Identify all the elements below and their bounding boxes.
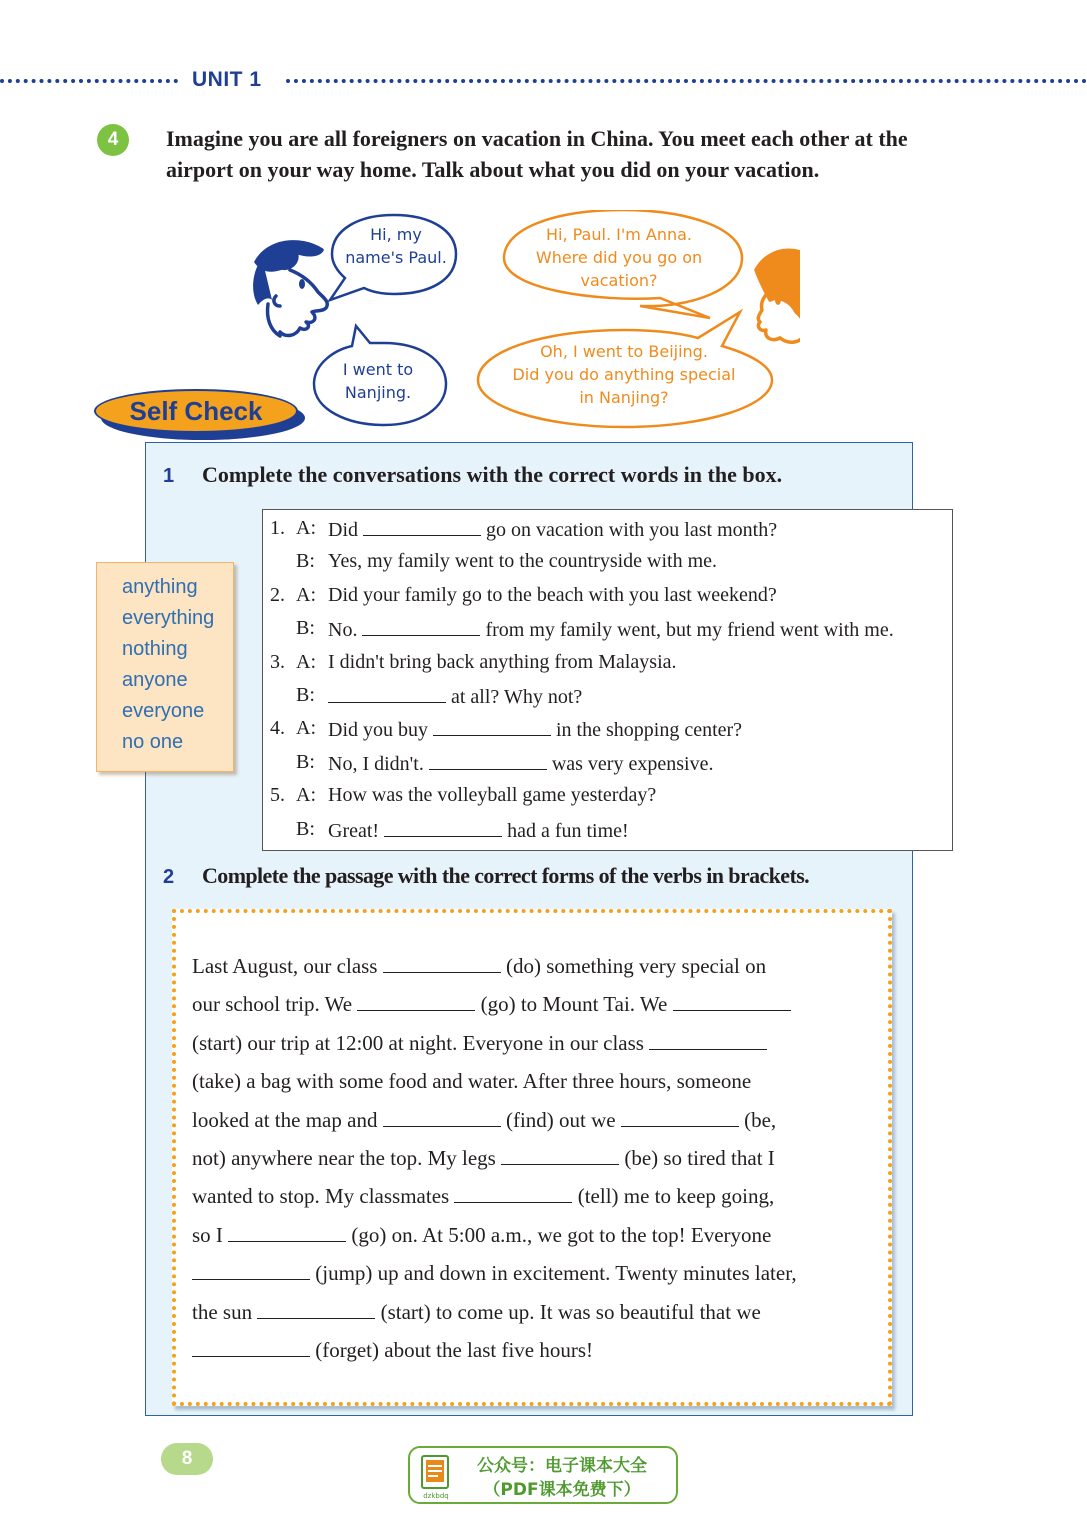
passage-line: (jump) up and down in excitement. Twenty minutes later,	[192, 1261, 797, 1286]
conversation-number: 2.	[270, 584, 285, 606]
bubble-paul-1-text: Hi, my name's Paul.	[345, 225, 447, 267]
answer-blank[interactable]	[257, 1300, 375, 1319]
word-box-item: everyone	[122, 700, 205, 722]
answer-blank[interactable]	[228, 1223, 346, 1242]
conversation-speaker: A:	[296, 584, 316, 606]
bubble-anna-2-text: Oh, I went to Beijing. Did you do anything special in Nanjing?	[512, 342, 736, 407]
anna-face-icon	[756, 250, 800, 342]
conversation-speaker: B:	[296, 818, 315, 840]
watermark-line-1: 公众号：电子课本大全	[477, 1456, 647, 1476]
passage-line: (forget) about the last five hours!	[192, 1338, 593, 1363]
conversation-speaker: A:	[296, 651, 316, 673]
activity-4-instruction: Imagine you are all foreigners on vacation in China. You meet each other at the airport on your way home. Talk about what you did on your vacation.	[166, 126, 908, 182]
answer-blank[interactable]	[454, 1184, 572, 1203]
passage-line: looked at the map and (find) out we (be,	[192, 1108, 777, 1132]
passage-line: wanted to stop. My classmates (tell) me to keep going,	[192, 1184, 775, 1208]
header-dots-right	[286, 79, 1087, 83]
conversation-speaker: A:	[296, 717, 316, 739]
word-box-item: anything	[122, 576, 198, 598]
conversation-number: 1.	[270, 517, 285, 539]
passage-line: (start) our trip at 12:00 at night. Everyone in our class	[192, 1031, 767, 1056]
answer-blank[interactable]	[363, 517, 481, 536]
conversation-line: Did you buy in the shopping center?	[328, 719, 743, 741]
page-number: 8	[161, 1443, 213, 1475]
answer-blank[interactable]	[192, 1338, 310, 1357]
section-2-title: Complete the passage with the correct forms of the verbs in brackets.	[202, 863, 810, 888]
unit-label: UNIT 1	[192, 68, 262, 91]
watermark-line-2: （PDF课本免费下）	[483, 1480, 641, 1500]
conversation-speaker: B:	[296, 617, 315, 639]
word-box-item: nothing	[122, 638, 188, 660]
answer-blank[interactable]	[328, 684, 446, 703]
answer-blank[interactable]	[621, 1108, 739, 1127]
conversation-number: 3.	[270, 651, 285, 673]
header-dots-left	[0, 79, 178, 83]
passage-line: not) anywhere near the top. My legs (be) so tired that I	[192, 1146, 775, 1170]
word-box-item: no one	[122, 731, 184, 753]
svg-text:dzkbdq: dzkbdq	[423, 1492, 449, 1500]
conversation-line: Great! had a fun time!	[328, 820, 629, 842]
conversation-speaker: B:	[296, 550, 315, 572]
conversation-line: I didn't bring back anything from Malaysia.	[328, 651, 677, 673]
word-box-item: everything	[122, 607, 215, 629]
conversation-speaker: B:	[296, 684, 315, 706]
conversation-line: No. from my family went, but my friend went with me.	[328, 619, 894, 641]
answer-blank[interactable]	[501, 1146, 619, 1165]
conversation-speaker: A:	[296, 517, 316, 539]
answer-blank[interactable]	[383, 954, 501, 973]
conversation-speaker: A:	[296, 784, 316, 806]
conversation-line: Did go on vacation with you last month?	[328, 519, 778, 541]
passage-line: so I (go) on. At 5:00 a.m., we got to the top! Everyone	[192, 1223, 772, 1247]
answer-blank[interactable]	[673, 992, 791, 1011]
conversation-number: 5.	[270, 784, 285, 806]
activity-4-number: 4	[97, 124, 129, 156]
conversation-speaker: B:	[296, 751, 315, 773]
passage-line: Last August, our class (do) something very special on	[192, 954, 767, 978]
passage-line: the sun (start) to come up. It was so beautiful that we	[192, 1300, 761, 1324]
answer-blank[interactable]	[192, 1261, 310, 1280]
answer-blank[interactable]	[429, 751, 547, 770]
bubble-anna-1-text: Hi, Paul. I'm Anna. Where did you go on vacation?	[535, 225, 703, 290]
book-icon	[416, 1452, 456, 1502]
conversation-line: at all? Why not?	[328, 684, 582, 709]
answer-blank[interactable]	[362, 617, 480, 636]
section-2-number: 2	[163, 866, 175, 888]
conversation-line: Yes, my family went to the countryside with me.	[328, 550, 718, 572]
passage-line: our school trip. We (go) to Mount Tai. We	[192, 992, 791, 1017]
answer-blank[interactable]	[383, 1108, 501, 1127]
conversation-line: Did your family go to the beach with you last weekend?	[328, 584, 777, 606]
conversation-line: How was the volleyball game yesterday?	[328, 784, 657, 806]
answer-blank[interactable]	[649, 1031, 767, 1050]
answer-blank[interactable]	[384, 818, 502, 837]
bubble-paul-2-text: I went to Nanjing.	[342, 360, 414, 402]
self-check-title: Self Check	[129, 396, 263, 426]
answer-blank[interactable]	[357, 992, 475, 1011]
word-box-item: anyone	[122, 669, 188, 691]
conversation-line: No, I didn't. was very expensive.	[328, 753, 714, 775]
word-box	[96, 562, 234, 772]
section-1-number: 1	[163, 465, 175, 487]
answer-blank[interactable]	[433, 717, 551, 736]
conversation-number: 4.	[270, 717, 285, 739]
section-1-title: Complete the conversations with the correct words in the box.	[202, 462, 783, 487]
paul-face-icon	[253, 242, 327, 336]
passage-line: (take) a bag with some food and water. After three hours, someone	[192, 1069, 752, 1093]
